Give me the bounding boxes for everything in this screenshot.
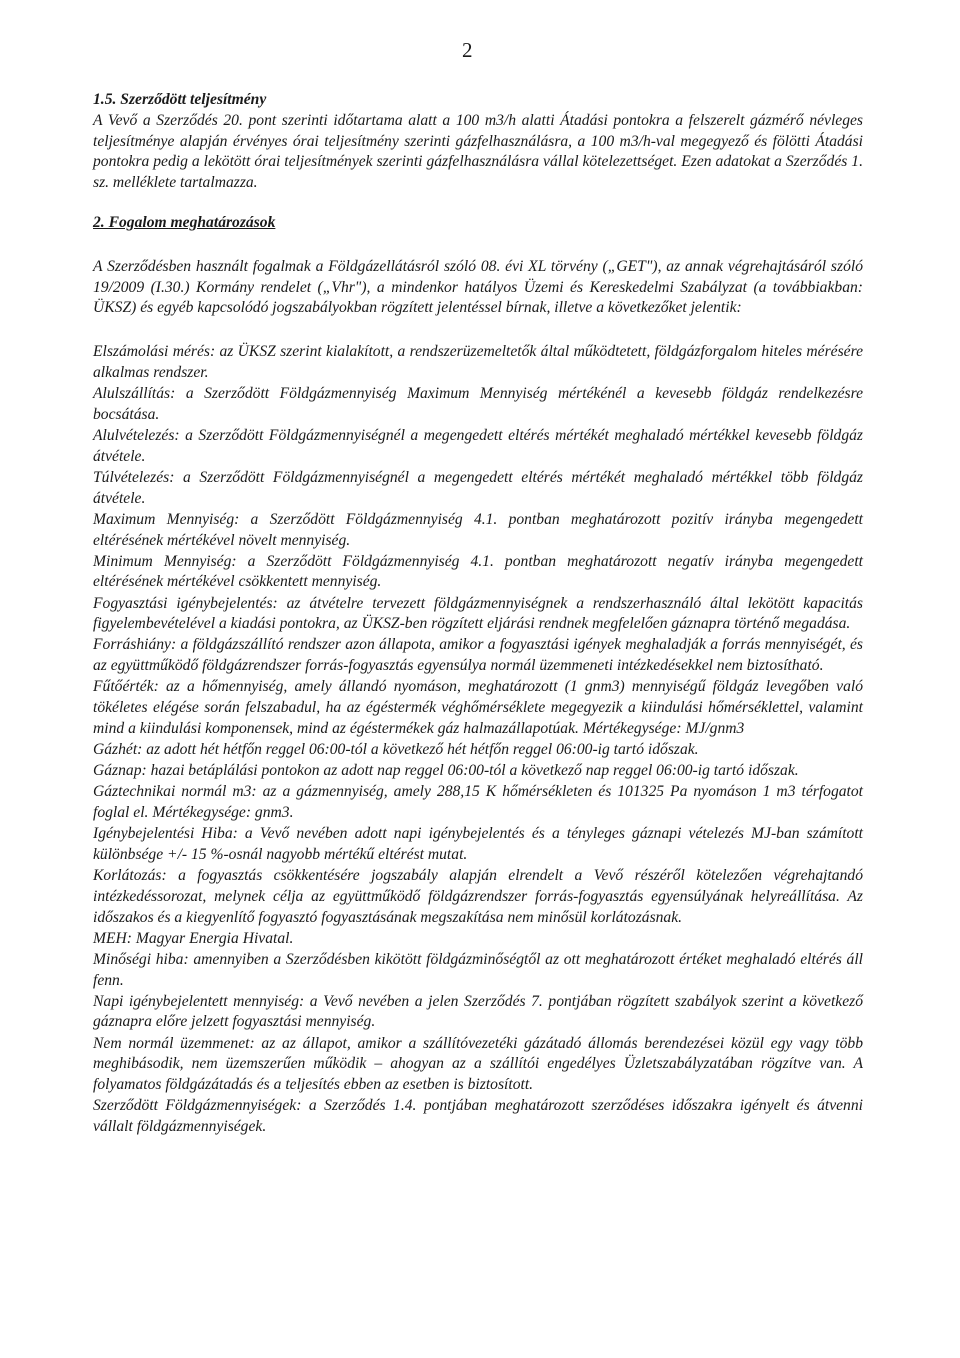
definition-item: Igénybejelentési Hiba: a Vevő nevében adott napi igénybejelentés és a tényleges gáznapi vételezés MJ-ban számított különbsége +/- 15 %-osnál nagyobb mértékű eltérést mutat. bbox=[93, 825, 863, 863]
document-body bbox=[93, 90, 863, 1138]
definition-item: Napi igénybejelentett mennyiség: a Vevő nevében a jelen Szerződés 7. pontjában rögzített szabályok szerint a következő gáznapra előre jelzett fogyasztási mennyiség. bbox=[93, 992, 863, 1031]
definition-item: Elszámolási mérés: az ÜKSZ szerint kialakított, a rendszerüzemeltetők által működtetett, földgázforgalom hiteles mérésére alkalmas rendszer. bbox=[93, 343, 863, 381]
definition-item: Fogyasztási igénybejelentés: az átvételre tervezett földgázmennyiségnek a rendszerhasználó által lekötött kapacitás figyelembevételével a kiadási pontokra, az ÜKSZ-ben rögzített eljárási rendnek megfelelően gáznapra történő megadása. bbox=[93, 594, 863, 633]
definition-item: Gáznap: hazai betáplálási pontokon az adott nap reggel 06:00-tól a következő nap reggel 06:00-ig tartó időszak. bbox=[93, 762, 799, 780]
section-2-title: 2. Fogalom meghatározások bbox=[93, 213, 276, 231]
definitions-list bbox=[93, 342, 863, 1138]
definition-item: Fűtőérték: az a hőmennyiség, amely állandó nyomáson, meghatározott (1 gnm3) mennyiségű földgáz levegőben való tökéletes elégése során felszabadul, ha az égéstermék véghőmérséklete megegyezik a kiindulási hőmérséklettel, valamint mind a kiindulási komponensek, mind az égéstermékek gáz halmazállapotúak. Mértékegysége: MJ/gnm3 bbox=[93, 678, 863, 737]
definition-item: Gáztechnikai normál m3: az a gázmennyiség, amely 288,15 K hőmérsékleten és 101325 Pa nyomáson 1 m3 térfogatot foglal el. Mértékegysége: gnm3. bbox=[93, 783, 863, 821]
section-1-5-title: 1.5. Szerződött teljesítmény bbox=[93, 91, 267, 108]
definition-item: Alulszállítás: a Szerződött Földgázmennyiség Maximum Mennyiség mértékénél a kevesebb földgáz rendelkezésre bocsátása. bbox=[93, 385, 863, 423]
definition-item: Korlátozás: a fogyasztás csökkentésére jogszabály alapján elrendelt a Vevő részéről kötelezően végrehajtandó intézkedéssorozat, melynek célja az együttműködő földgázrendszer forrás-fogyasztás egyensúlyának helyreállítása. Az időszakos és a kiegyenlítő fogyasztó fogyasztásának megszakítása nem minősül korlátozásnak. bbox=[93, 866, 863, 926]
definition-item: Nem normál üzemmenet: az az állapot, amikor a szállítóvezetéki gázátadó állomás berendezései közül egy vagy több meghibásodik, nem üzemszerűen működik – ahogyan az a szállítói engedélyes Üzletszabályzatában rögzítve van. A folyamatos földgázátadás és a teljesítés ebben az esetben is biztosított. bbox=[93, 1034, 863, 1094]
definition-item: Forráshiány: a földgázszállító rendszer azon állapota, amikor a fogyasztási igények meghaladják a forrás mennyiségét, és az együttműködő földgázrendszer forrás-fogyasztás egyensúlya normál üzemmeneti intézkedésekkel nem biztosítható. bbox=[93, 636, 863, 675]
section-2-intro: A Szerződésben használt fogalmak a Földgázellátásról szóló 08. évi XL törvény („GET"), az annak végrehajtásáról szóló 19/2009 (I.30.) Kormány rendelet („Vhr"), a mindenkor hatályos Üzemi és Kereskedelmi Szabályzat (a továbbiakban: ÜKSZ) és egyéb kapcsolódó jogszabályokban rögzített jelentéssel bírnak, illetve a következőket jelentik: bbox=[93, 257, 863, 317]
definition-item: MEH: Magyar Energia Hivatal. bbox=[93, 929, 294, 947]
definition-item: Túlvételezés: a Szerződött Földgázmennyiségnél a megengedett eltérés mértékét meghaladó mértékkel több földgáz átvétele. bbox=[93, 468, 863, 507]
definition-item: Maximum Mennyiség: a Szerződött Földgázmennyiség 4.1. pontban meghatározott pozitív irányba megengedett eltérésének mértékével növelt mennyiség. bbox=[93, 510, 863, 549]
definition-item: Gázhét: az adott hét hétfőn reggel 06:00-tól a következő hét hétfőn reggel 06:00-ig tartó időszak. bbox=[93, 740, 699, 758]
definition-item: Minimum Mennyiség: a Szerződött Földgázmennyiség 4.1. pontban meghatározott negatív irányba megengedett eltérésének mértékével csökkentett mennyiség. bbox=[93, 552, 863, 591]
page-number: 2 bbox=[462, 38, 473, 62]
definition-item: Szerződött Földgázmennyiségek: a Szerződés 1.4. pontjában meghatározott szerződéses időszakra igényelt és átvenni vállalt földgázmennyiségek. bbox=[93, 1097, 863, 1135]
definition-item: Minőségi hiba: amennyiben a Szerződésben kikötött földgázminőségtől az ott meghatározott értéket meghaladó eltérés áll fenn. bbox=[93, 950, 863, 989]
definition-item: Alulvételezés: a Szerződött Földgázmennyiségnél a megengedett eltérés mértékét meghaladó mértékkel kevesebb földgáz átvétele. bbox=[93, 426, 863, 465]
section-1-5-body: A Vevő a Szerződés 20. pont szerinti időtartama alatt a 100 m3/h alatti Átadási pontokra a felszerelt gázmérő névleges teljesítménye alapján érvényes órai teljesítmény szerinti gázfelhasználásra, a 100 m3/h-val megegyező és fölötti Átadási pontokra pedig a lekötött órai teljesítmények szerinti gázfelhasználásra vállal kötelezettséget. Ezen adatokat a Szerződés 1. sz. melléklete tartalmazza. bbox=[93, 111, 863, 192]
